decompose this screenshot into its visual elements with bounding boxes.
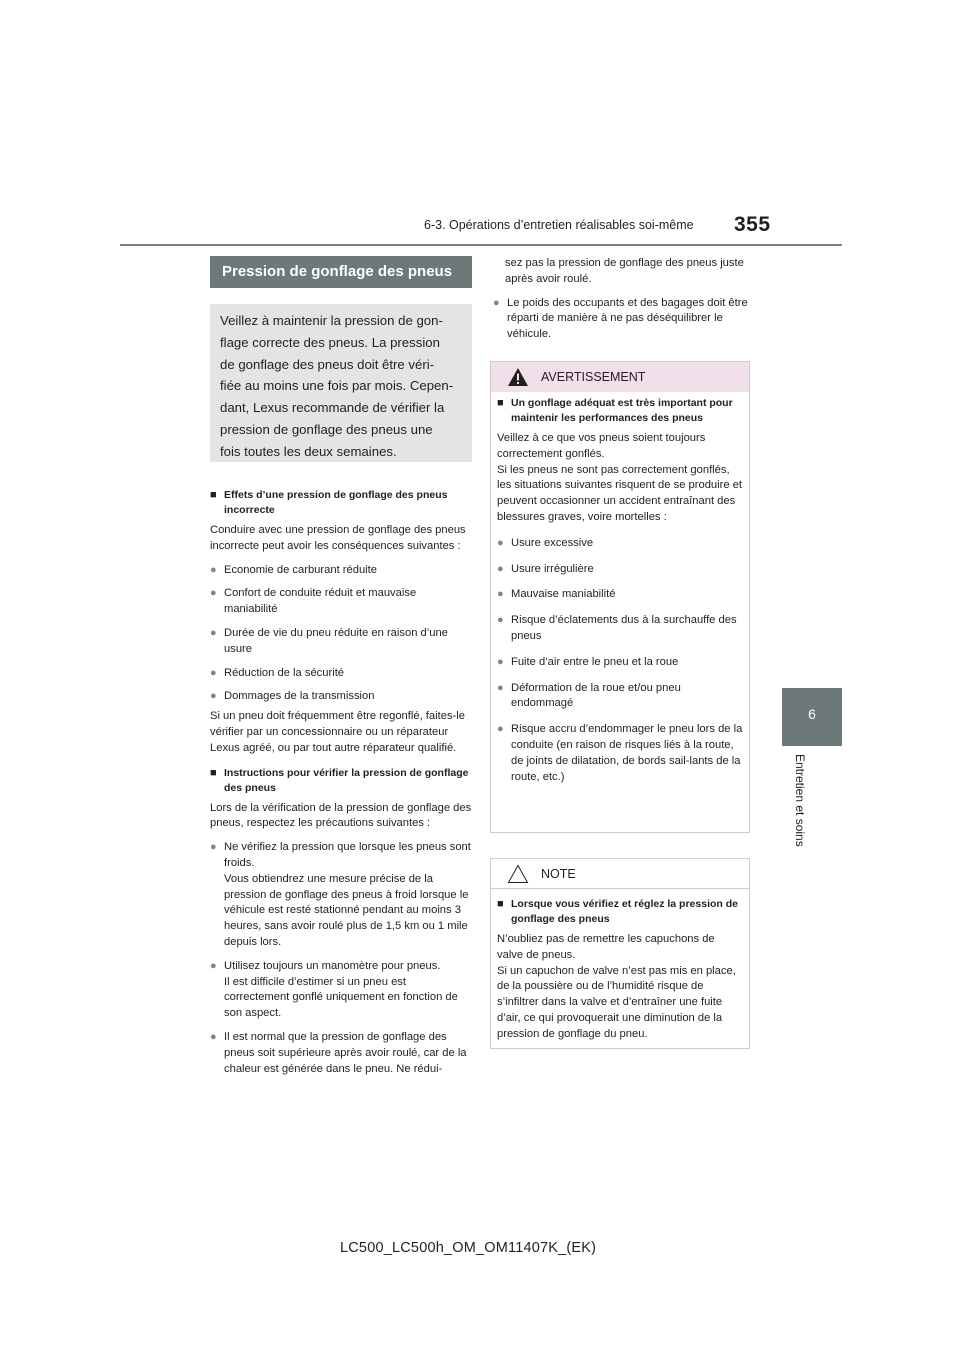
right-column [493, 256, 751, 343]
bullet-icon: ● [210, 959, 217, 972]
subsection-title: Lorsque vous vérifiez et réglez la pression de gonflage des pneus [511, 898, 738, 925]
list-item-body [224, 840, 472, 951]
list-item-text: Economie de carburant réduite [224, 563, 377, 576]
bullet-icon: ● [497, 536, 504, 549]
left-column [210, 256, 472, 1077]
subsection-heading [497, 897, 743, 927]
bullet-icon: ● [497, 681, 504, 694]
list-item [497, 655, 743, 671]
paragraph: Si un pneu doit fréquemment être regonflé, faites-le vérifier par un concessionnaire ou un réparateur Lexus agréé, ou par tout autre réparateur qualifié. [210, 710, 465, 754]
paragraph: N’oubliez pas de remettre les capuchons de valve de pneus. [497, 933, 715, 961]
list-item [210, 840, 472, 951]
list-item-text: Confort de conduite réduit et mauvaise maniabilité [224, 587, 417, 616]
list-item [210, 666, 472, 682]
list-item-text: Il est difficile d’estimer si un pneu est correctement gonflé uniquement en fonction de son aspect. [224, 975, 458, 1020]
chapter-label: Entretien et soins [793, 754, 807, 847]
section-heading: Pression de gonflage des pneus [210, 256, 472, 288]
bullet-icon: ● [210, 587, 217, 600]
list-item-text: Usure excessive [511, 536, 594, 549]
intro-box [210, 304, 472, 462]
bullet-icon: ● [210, 690, 217, 703]
paragraph-continuation: sez pas la pression de gonflage des pneus juste après avoir roulé. [505, 257, 744, 285]
intro-line: dant, Lexus recommande de vérifier la [220, 400, 445, 416]
bullet-icon: ● [210, 563, 217, 576]
intro-line: flage correcte des pneus. La pression [220, 334, 440, 350]
intro-line: fois toutes les deux semaines. [220, 443, 397, 459]
list-item-text: Risque d’éclatements dus à la surchauffe des pneus [511, 614, 737, 642]
list-item [497, 722, 743, 785]
warning-triangle-icon [507, 367, 529, 387]
square-icon: ■ [210, 489, 217, 501]
paragraph: Si un capuchon de valve n’est pas mis en place, de la poussière ou de l’humidité risque de s’infiltrer dans la valve et d’entraîner une fuite d’air, ce qui provoquerait une diminution de la pression de gonflage du pneu. [497, 964, 736, 1040]
bullet-icon: ● [497, 655, 504, 668]
square-icon: ■ [497, 397, 504, 409]
square-icon: ■ [210, 766, 217, 779]
warning-box [490, 361, 750, 833]
list-item [210, 563, 472, 579]
intro-line: fiée au moins une fois par mois. Cepen- [220, 378, 454, 394]
list-item-text: Le poids des occupants et des bagages doit être réparti de manière à ne pas déséquilibrer le véhicule. [507, 296, 748, 341]
warning-body [491, 392, 749, 785]
list-item [210, 626, 472, 658]
header-divider [120, 244, 842, 246]
bullet-icon: ● [493, 296, 500, 309]
list-item-text: Déformation de la roue et/ou pneu endommagé [511, 681, 681, 710]
bullet-icon: ● [210, 841, 217, 854]
bullet-icon: ● [210, 1030, 217, 1043]
subsection-heading [210, 766, 472, 796]
subsection-title: Un gonflage adéquat est très important pour maintenir les performances des pneus [511, 397, 733, 424]
list-item-text: Dommages de la transmission [224, 690, 375, 703]
subsection-heading [210, 488, 472, 518]
list-item [497, 587, 743, 603]
bullet-icon: ● [210, 666, 217, 679]
list-item [497, 536, 743, 552]
caution-triangle-icon [507, 864, 529, 884]
intro-line: Veillez à maintenir la pression de gon- [220, 313, 443, 328]
list-item-text: Durée de vie du pneu réduite en raison d’une usure [224, 626, 448, 655]
intro-line: de gonflage des pneus doit être véri- [220, 356, 435, 372]
list-item-text: Vous obtiendrez une mesure précise de la pression de gonflage des pneus à froid lorsque le véhicule est resté stationné pendant au moins 3 heures, sans avoir roulé plus de 1,5 km ou 1 mile depuis lors. [224, 872, 469, 948]
list-item [497, 613, 743, 645]
subsection-title: Instructions pour vérifier la pression de gonflage des pneus [224, 766, 469, 794]
paragraph: Conduire avec une pression de gonflage des pneus incorrecte peut avoir les conséquences suivantes : [210, 524, 466, 552]
note-body [491, 889, 749, 1043]
list-item-text: Réduction de la sécurité [224, 666, 345, 679]
bullet-icon: ● [210, 626, 217, 639]
document-code: LC500_LC500h_OM_OM11407K_(EK) [340, 1240, 597, 1256]
list-item-text: Risque accru d’endommager le pneu lors de la conduite (en raison de risques liés à la route, de joints de dilatation, de bords sail-lants de la route, etc.) [511, 723, 743, 783]
warning-title: AVERTISSEMENT [541, 370, 646, 384]
list-item-text: Ne vérifiez la pression que lorsque les pneus sont froids. [224, 841, 471, 869]
list-item [210, 1030, 472, 1077]
bullet-icon: ● [497, 723, 504, 736]
intro-line: pression de gonflage des pneus une [220, 421, 433, 437]
list-item-text: Utilisez toujours un manomètre pour pneus. [224, 959, 441, 972]
warning-header [491, 362, 749, 392]
list-item [497, 681, 743, 713]
list-item-text: Usure irrégulière [511, 562, 594, 575]
page-number: 355 [734, 213, 771, 236]
list-item-text: Mauvaise maniabilité [511, 588, 616, 601]
chapter-tab: 6 [782, 688, 842, 746]
bullet-icon: ● [497, 588, 504, 601]
paragraph: Veillez à ce que vos pneus soient toujours correctement gonflés. [497, 432, 706, 460]
list-item [210, 586, 472, 618]
note-box [490, 858, 750, 1049]
bullet-icon: ● [497, 562, 504, 575]
subsection-heading [497, 396, 743, 426]
bullet-icon: ● [497, 614, 504, 627]
list-item-text: Fuite d’air entre le pneu et la roue [511, 655, 679, 668]
list-item [210, 959, 472, 1022]
list-item-text: Il est normal que la pression de gonflage des pneus soit supérieure après avoir roulé, car de la chaleur est générée dans le pneu. Ne rédui- [224, 1030, 467, 1075]
list-item [497, 562, 743, 578]
square-icon: ■ [497, 898, 504, 910]
subsection-title: Effets d’une pression de gonflage des pneus incorrecte [224, 489, 448, 516]
note-title: NOTE [541, 866, 576, 881]
section-title: 6-3. Opérations d’entretien réalisables soi-même [424, 218, 694, 232]
paragraph: Si les pneus ne sont pas correctement gonflés, les situations suivantes risquent de se produire et peuvent occasionner un accident entraînant des blessures graves, voire mortelles : [497, 463, 743, 523]
list-item [210, 689, 472, 705]
list-item-body [224, 959, 472, 1022]
note-header [491, 859, 749, 889]
paragraph: Lors de la vérification de la pression de gonflage des pneus, respectez les précautions suivantes : [210, 801, 472, 830]
list-item [493, 296, 751, 343]
